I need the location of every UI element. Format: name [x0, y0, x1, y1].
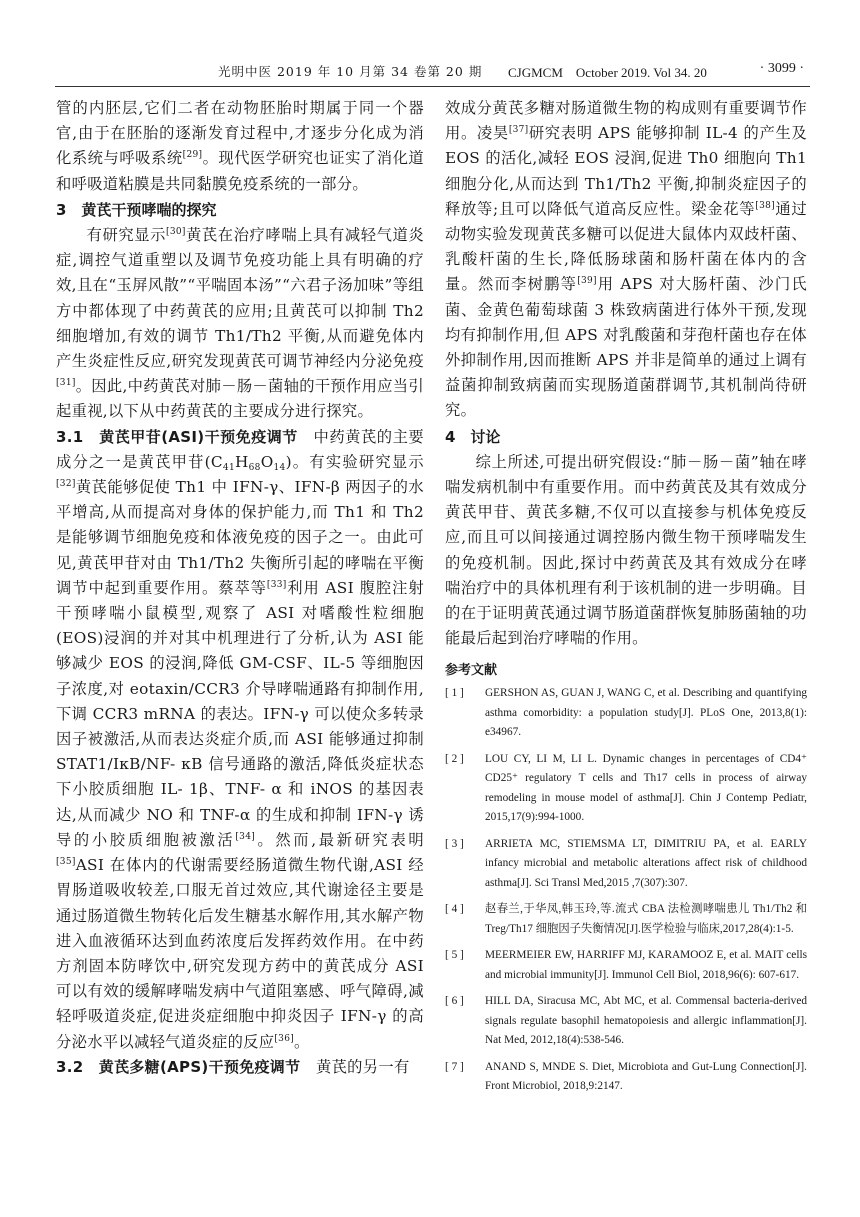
citation: [29] — [182, 150, 203, 161]
page-number: · 3099 · — [759, 61, 804, 76]
reference-item: [ 5 ] MEERMEIER EW, HARRIFF MJ, KARAMOOZ E, et al. MAIT cells and microbial immunity[J]. Immunol Cell Biol, 2018,96(6): 607-617. — [445, 949, 807, 981]
running-header — [55, 56, 810, 87]
subsection-heading-3-2: 3.2 黄芪多糖(APS)干预免疫调节 — [56, 1057, 301, 1076]
citation: [32] — [56, 479, 76, 490]
left-column — [56, 96, 424, 1080]
subsection-heading-3-1: 3.1 黄芪甲苷(ASI)干预免疫调节 — [56, 427, 298, 446]
citation: [36] — [274, 1033, 295, 1044]
section-heading-4: 4 讨论 — [445, 427, 501, 446]
reference-item: [ 6 ] HILL DA, Siracusa MC, Abt MC, et al. Commensal bacteria-derived signals regulate basophil hematopoiesis and allergic inflammation[J]. Nat Med, 2012,18(4):538-546. — [445, 995, 807, 1047]
right-column — [445, 96, 807, 1104]
paragraph: 3.2 黄芪多糖(APS)干预免疫调节 黄芪的另一有 — [56, 1057, 410, 1076]
citation: [38] — [755, 200, 775, 211]
reference-item: [ 3 ] ARRIETA MC, STIEMSMA LT, DIMITRIU PA, et al. EARLY infancy microbial and metabolic alterations affect risk of childhood asthma[J]. Sci Transl Med,2015 ,7(307):307. — [445, 837, 807, 889]
journal-name-cn: 光明中医 2019 年 10 月第 34 卷第 20 期 — [218, 64, 483, 79]
section-heading-3: 3 黄芪干预哮喘的探究 — [56, 200, 217, 219]
citation: [31] — [56, 378, 76, 389]
paragraph: 效成分黄芪多糖对肠道微生物的构成则有重要调节作用。凌昊[37]研究表明 APS 能够抑制 IL-4 的产生及 EOS 的活化,减轻 EOS 浸润,促进 Th0 细胞向 Th1 细胞分化,从而达到 Th1/Th2 平衡,抑制炎症因子的释放等;且可以降低气道高反应性。梁金花等[38]通过动物实验发现黄芪多糖可以促进大鼠体内双歧杆菌、乳酸杆菌的生长,降低肠球菌和肠杆菌在体内的含量。然而李树鹏等[39]用 APS 对大肠杆菌、沙门氏菌、金黄色葡萄球菌 3 株致病菌进行体外干预,发现均有抑制作用,但 APS 对乳酸菌和芽孢杆菌也存在体外抑制作用,因而推断 APS 并非是简单的通过上调有益菌抑制致病菌而实现肠道菌群调节,其机制尚待研究。 — [445, 99, 807, 420]
reference-item: [ 1 ] GERSHON AS, GUAN J, WANG C, et al. Describing and quantifying asthma comorbidity: a population study[J]. PLoS One, 2013,8(1): e34967. — [445, 687, 807, 739]
citation: [33] — [266, 579, 287, 590]
references-heading: 参考文献 — [445, 663, 498, 679]
citation: [39] — [577, 276, 597, 287]
reference-item: [ 2 ] LOU CY, LI M, LI L. Dynamic changes in percentages of CD4⁺ CD25⁺ regulatory T cells and Th17 cells in process of airway remodeling in mouse model of asthma[J]. Chin J Contemp Pediatr, 2015,17(9):994-1000. — [445, 752, 807, 824]
journal-name-en: CJGMCM October 2019. Vol 34. 20 — [508, 65, 707, 80]
paragraph: 3.1 黄芪甲苷(ASI)干预免疫调节 中药黄芪的主要成分之一是黄芪甲苷$(C_{41}H_{68}O_{14})$。有实验研究显示[32]黄芪能够促使 Th1 中 IFN-γ、IFN-β 两因子的水平增高,从而提高对身体的保护能力,而 Th1 和 Th2 是能够调节细胞免疫和体液免疫的因子之一。由此可见,黄芪甲苷对由 Th1/Th2 失衡所引起的哮喘在平衡调节中起到重要作用。蔡萃等[33]利用 ASI 腹腔注射干预哮喘小鼠模型,观察了 ASI 对嗜酸性粒细胞(EOS)浸润的并对其中机理进行了分析,认为 ASI 能够减少 EOS 的浸润,降低 GM-CSF、IL-5 等细胞因子浓度,对 eotaxin/CCR3 介导哮喘通路有抑制作用,下调 CCR3 mRNA 的表达。IFN-γ 可以使众多转录因子被激活,从而表达炎症介质,而 ASI 能够通过抑制 STAT1/IκB/NF- κB 信号通路的激活,降低炎症状态下小胶质细胞 IL- 1β、TNF- α 和 iNOS 的基因表达,从而减少 NO 和 TNF-α 的生成和抑制 IFN-γ 诱导的小胶质细胞被激活[34]。然而,最新研究表明[35]ASI 在体内的代谢需要经肠道微生物代谢,ASI 经胃肠道吸收较差,口服无首过效应,其代谢途径主要是通过肠道微生物转化后发生糖基水解作用,其水解产物进入血液循环达到血药浓度后发挥药效作用。在中药方剂固本防哮饮中,研究发现方药中的黄芪成分 ASI 可以有效的缓解哮喘发病中气道阻塞感、呼气障碍,减轻呼吸道炎症,促进炎症细胞中抑炎因子 IFN-γ 的高分泌水平以减轻气道炎症的反应[36]。 — [56, 427, 424, 1051]
paragraph: 综上所述,可提出研究假设:“肺－肠－菌”轴在哮喘发病机制中有重要作用。而中药黄芪及其有效成分黄芪甲苷、黄芪多糖,不仅可以直接参与机体免疫反应,而且可以间接通过调控肠内微生物干预哮喘发生的免疫机制。因此,探讨中药黄芪及其有效成分在哮喘治疗中的具体机理有利于该机制的进一步明确。目的在于证明黄芪通过调节肠道菌群恢复肺肠菌轴的功能最后起到治疗哮喘的作用。 — [445, 452, 807, 648]
citation: [30] — [166, 227, 186, 238]
paragraph: 管的内胚层,它们二者在动物胚胎时期属于同一个器官,由于在胚胎的逐渐发育过程中,才逐步分化成为消化系统与呼吸系统[29]。现代医学研究也证实了消化道和呼吸道粘膜是共同黏膜免疫系统的一部分。 — [56, 99, 424, 193]
citation: [34] — [235, 831, 256, 842]
reference-item: [ 4 ] 赵春兰,于华凤,韩玉玲,等.流式 CBA 法检测哮喘患儿 Th1/Th2 和 Treg/Th17 细胞因子失衡情况[J].医学检验与临床,2017,28(4):1-5. — [445, 903, 807, 935]
reference-item: [ 7 ] ANAND S, MNDE S. Diet, Microbiota and Gut-Lung Connection[J]. Front Microbiol, 2018,9:2147. — [445, 1060, 807, 1093]
paragraph: 有研究显示[30]黄芪在治疗哮喘上具有减轻气道炎症,调控气道重塑以及调节免疫功能上具有明确的疗效,且在“玉屏风散”“平喘固本汤”“六君子汤加味”等组方中都体现了中药黄芪的应用;且黄芪可以抑制 Th2 细胞增加,有效的调节 Th1/Th2 平衡,从而避免体内产生炎症性反应,研究发现黄芪可调节神经内分泌免疫[31]。因此,中药黄芪对肺－肠－菌轴的干预作用应当引起重视,以下从中药黄芪的主要成分进行探究。 — [56, 226, 424, 421]
citation: [37] — [508, 125, 529, 136]
reference-list — [445, 684, 807, 1097]
citation: [35] — [56, 857, 76, 868]
